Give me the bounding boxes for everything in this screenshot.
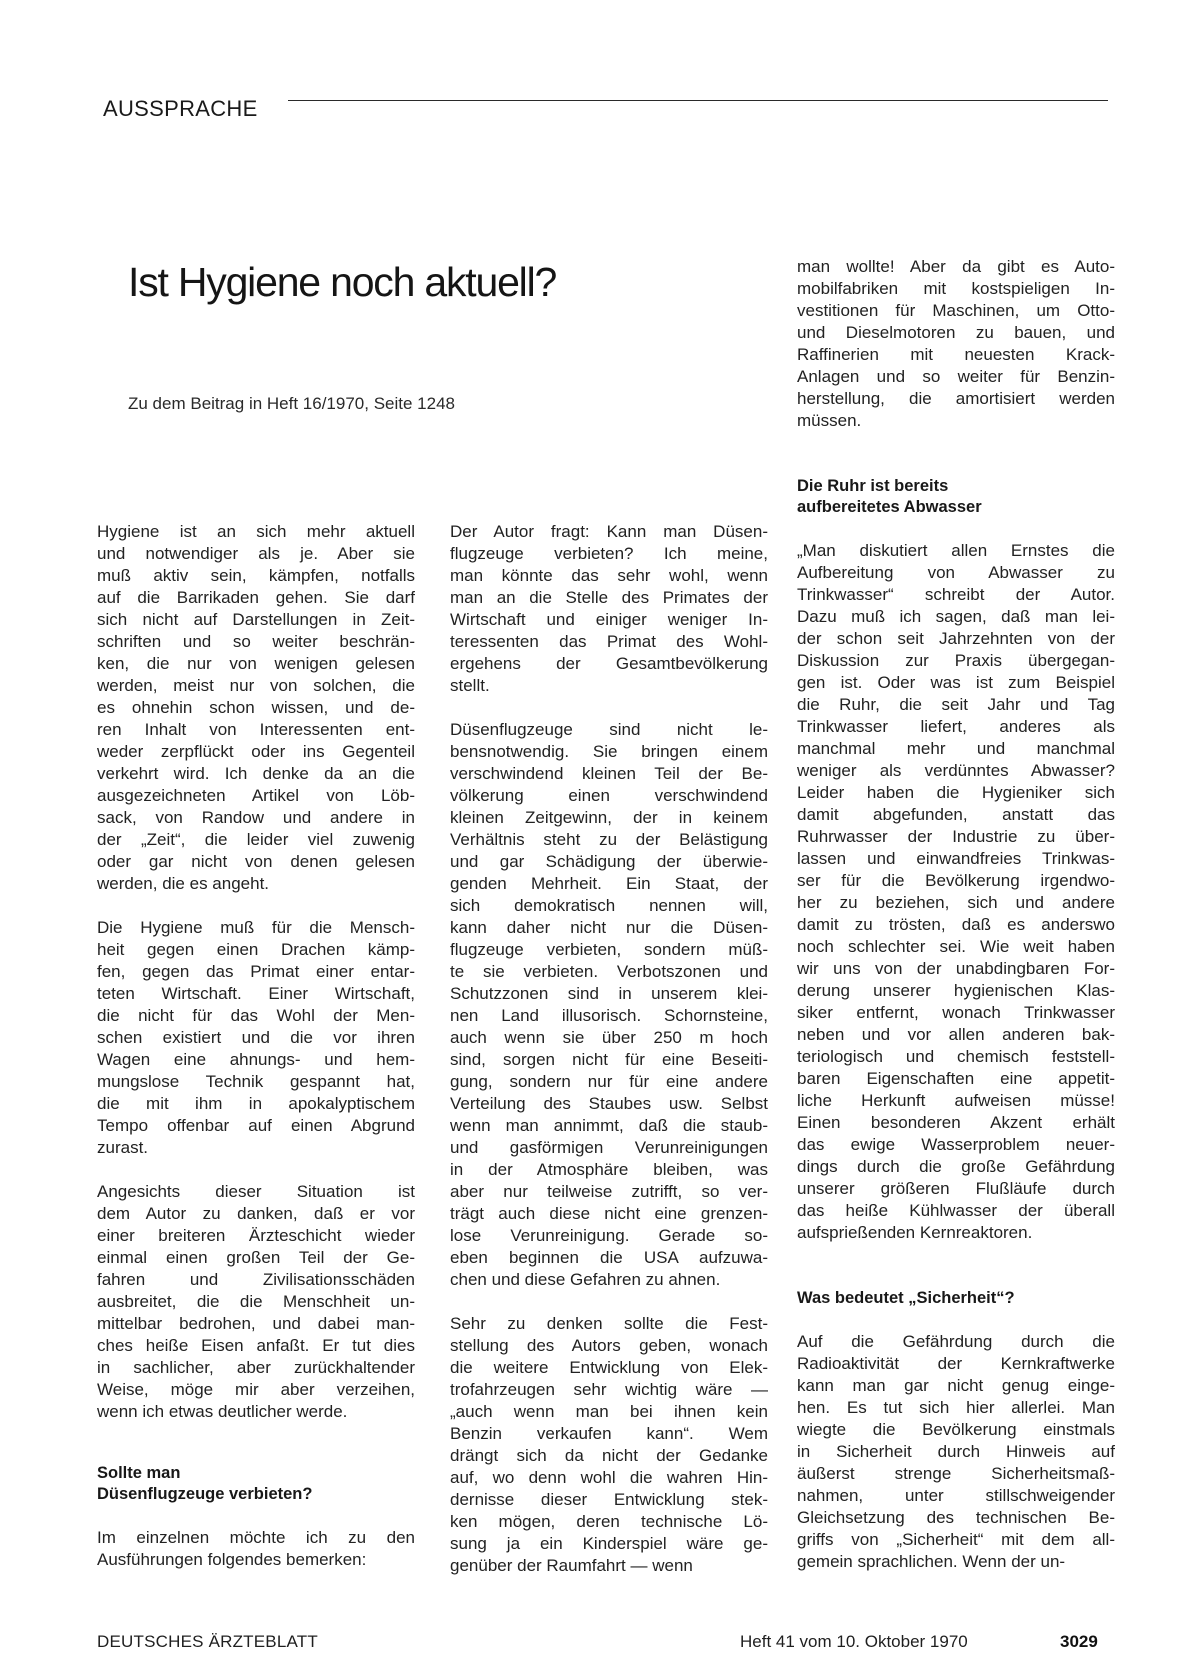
text-line: zurast. <box>97 1138 149 1157</box>
subheading-line: Düsenflugzeuge verbieten? <box>97 1485 313 1503</box>
text-line: Wirtschaft und einiger weniger In- <box>450 610 768 629</box>
text-line: man könnte das sehr wohl, wenn <box>450 566 768 585</box>
text-line: liche Herkunft aufweisen müsse! <box>797 1091 1115 1110</box>
text-line: schen existiert und die vor ihren <box>97 1028 415 1047</box>
text-line: Verhältnis steht zu der Belästigung <box>450 830 768 849</box>
text-line: muß aktiv sein, kämpfen, notfalls <box>97 566 415 585</box>
text-line: die mit ihm in apokalyptischem <box>97 1094 415 1113</box>
text-line: die Ruhr, die seit Jahr und Tag <box>797 695 1115 714</box>
text-line: wiegte die Bevölkerung einstmals <box>797 1420 1115 1439</box>
text-line: Diskussion zur Praxis übergegan- <box>797 651 1115 670</box>
text-line: dem Autor zu danken, daß er vor <box>97 1204 415 1223</box>
text-line: und gar Schädigung der überwie- <box>450 852 768 871</box>
text-line: Ausführungen folgendes bemerken: <box>97 1550 367 1569</box>
text-line: trofahrzeugen sehr wichtig wäre — <box>450 1380 768 1399</box>
text-line: kleinen Zeitgewinn, der in keinem <box>450 808 768 827</box>
text-line: Verteilung des Staubes usw. Selbst <box>450 1094 768 1113</box>
text-line: dings durch die große Gefährdung <box>797 1157 1115 1176</box>
text-line: und notwendiger als je. Aber sie <box>97 544 415 563</box>
text-line: in der Atmosphäre bleiben, was <box>450 1160 768 1179</box>
text-line: gemein sprachlichen. Wenn der un- <box>797 1552 1066 1571</box>
text-line: stellung des Autors geben, wonach <box>450 1336 768 1355</box>
text-line: Gleichsetzung des technischen Be- <box>797 1508 1115 1527</box>
text-line: damit abgefunden, anstatt das <box>797 805 1115 824</box>
text-line: völkerung einen verschwindend <box>450 786 768 805</box>
text-line: ausgezeichneten Artikel von Löb- <box>97 786 415 805</box>
text-line: unserer größeren Flußläufe durch <box>797 1179 1115 1198</box>
text-line: sich demokratisch nennen will, <box>450 896 768 915</box>
text-line: manchmal mehr und manchmal <box>797 739 1115 758</box>
text-line: bensnotwendig. Sie bringen einem <box>450 742 768 761</box>
text-line: wenn ich etwas deutlicher werde. <box>97 1402 348 1421</box>
column-3 <box>797 476 1115 1595</box>
text-line: teriologisch und chemisch feststell- <box>797 1047 1115 1066</box>
text-line: stellt. <box>450 676 490 695</box>
text-line: ren Inhalt von Interessenten ent- <box>97 720 415 739</box>
text-line: heit gegen einen Drachen kämp- <box>97 940 415 959</box>
text-line: weder zerpflückt oder ins Gegenteil <box>97 742 415 761</box>
text-line: baren Eigenschaften eine appetit- <box>797 1069 1115 1088</box>
paragraph <box>797 540 1115 1244</box>
text-line: Ruhrwasser der Industrie zu über- <box>797 827 1115 846</box>
text-line: Weise, möge mir aber verzeihen, <box>97 1380 415 1399</box>
text-line: auf, wo denn wohl die wahren Hin- <box>450 1468 768 1487</box>
article-title: Ist Hygiene noch aktuell? <box>128 259 557 305</box>
column-2 <box>450 521 768 1599</box>
text-line: chen und diese Gefahren zu ahnen. <box>450 1270 721 1289</box>
text-line: noch schlechter sei. Wie weit haben <box>797 937 1115 956</box>
text-line: müssen. <box>797 411 862 430</box>
text-line: sind, sorgen nicht für eine Beseiti- <box>450 1050 768 1069</box>
text-line: wir uns von der unabdingbaren For- <box>797 959 1115 978</box>
text-line: gung, sondern nur für eine andere <box>450 1072 768 1091</box>
section-rule <box>288 100 1108 101</box>
column-3-continuation <box>797 256 1115 454</box>
footer-issue: Heft 41 vom 10. Oktober 1970 <box>740 1632 968 1651</box>
text-line: Tempo offenbar auf einen Abgrund <box>97 1116 415 1135</box>
text-line: wenn man annimmt, daß die staub- <box>450 1116 768 1135</box>
text-line: te sie verbieten. Verbotszonen und <box>450 962 768 981</box>
text-line: neben und vor allen anderen bak- <box>797 1025 1115 1044</box>
text-line: flugzeuge verbieten? Ich meine, <box>450 544 768 563</box>
text-line: einmal einen großen Teil der Ge- <box>97 1248 415 1267</box>
text-line: teressenten das Primat des Wohl- <box>450 632 768 651</box>
text-line: Düsenflugzeuge sind nicht le- <box>450 720 768 739</box>
text-line: damit zu trösten, daß es anderswo <box>797 915 1115 934</box>
subheading-line: Die Ruhr ist bereits <box>797 477 949 495</box>
text-line: siker entfernt, wonach Trinkwasser <box>797 1003 1115 1022</box>
text-line: werden, meist nur von solchen, die <box>97 676 415 695</box>
text-line: Aufbereitung von Abwasser zu <box>797 563 1115 582</box>
text-line: derung unserer hygienischen Klas- <box>797 981 1115 1000</box>
text-line: Sehr zu denken sollte die Fest- <box>450 1314 768 1333</box>
text-line: „auch wenn man bei ihnen kein <box>450 1402 768 1421</box>
paragraph <box>797 1331 1115 1573</box>
text-line: der „Zeit“, die leider viel zuwenig <box>97 830 415 849</box>
text-line: herstellung, die amortisiert werden <box>797 389 1115 408</box>
text-line: nahmen, unter stillschweigender <box>797 1486 1115 1505</box>
text-line: die weitere Entwicklung von Elek- <box>450 1358 768 1377</box>
paragraph <box>450 719 768 1291</box>
text-line: teten Wirtschaft. Einer Wirtschaft, <box>97 984 415 1003</box>
text-line: ches heiße Eisen anfaßt. Er tut dies <box>97 1336 415 1355</box>
text-line: und gasförmigen Verunreinigungen <box>450 1138 768 1157</box>
article-subtitle: Zu dem Beitrag in Heft 16/1970, Seite 1248 <box>128 394 455 413</box>
subheading-line: aufbereitetes Abwasser <box>797 498 982 516</box>
text-line: werden, die es angeht. <box>97 874 270 893</box>
text-line: auf die Barrikaden gehen. Sie darf <box>97 588 415 607</box>
paragraph <box>450 1313 768 1577</box>
text-line: Dazu muß ich sagen, daß man lei- <box>797 607 1115 626</box>
text-line: Die Hygiene muß für die Mensch- <box>97 918 415 937</box>
text-line: man an die Stelle des Primates der <box>450 588 768 607</box>
section-label: AUSSPRACHE <box>103 96 258 121</box>
text-line: trägt auch diese nicht eine grenzen- <box>450 1204 768 1223</box>
text-line: ser für die Bevölkerung irgendwo- <box>797 871 1115 890</box>
text-line: Einen besonderen Akzent erhält <box>797 1113 1115 1132</box>
text-line: griffs von „Sicherheit“ mit dem all- <box>797 1530 1115 1549</box>
text-line: ergehens der Gesamtbevölkerung <box>450 654 768 673</box>
text-line: drängt sich da nicht der Gedanke <box>450 1446 768 1465</box>
text-line: vestitionen für Maschinen, um Otto- <box>797 301 1115 320</box>
paragraph <box>97 1527 415 1571</box>
text-line: aber nur teilweise zutrifft, so ver- <box>450 1182 768 1201</box>
text-line: mobilfabriken mit kostspieligen In- <box>797 279 1115 298</box>
text-line: Raffinerien mit neuesten Krack- <box>797 345 1115 364</box>
paragraph <box>97 917 415 1159</box>
subheading-line: Was bedeutet „Sicherheit“? <box>797 1289 1015 1307</box>
text-line: Trinkwasser liefert, anderes als <box>797 717 1115 736</box>
paragraph <box>97 521 415 895</box>
text-line: das heiße Kühlwasser der überall <box>797 1201 1115 1220</box>
text-line: ken, die nur von wenigen gelesen <box>97 654 415 673</box>
text-line: Radioaktivität der Kernkraftwerke <box>797 1354 1115 1373</box>
text-line: man wollte! Aber da gibt es Auto- <box>797 257 1115 276</box>
text-line: Trinkwasser“ schreibt der Autor. <box>797 585 1115 604</box>
text-line: es ohnehin schon wissen, und de- <box>97 698 415 717</box>
text-line: in sachlicher, aber zurückhaltender <box>97 1358 415 1377</box>
text-line: lassen und einwandfreies Trinkwas- <box>797 849 1115 868</box>
text-line: das ewige Wasserproblem neuer- <box>797 1135 1115 1154</box>
text-line: und Dieselmotoren zu bauen, und <box>797 323 1115 342</box>
text-line: eben beginnen die USA aufzuwa- <box>450 1248 768 1267</box>
text-line: weniger als verdünntes Abwasser? <box>797 761 1115 780</box>
text-line: „Man diskutiert allen Ernstes die <box>797 541 1115 560</box>
text-line: fahren und Zivilisationsschäden <box>97 1270 415 1289</box>
text-line: genden Mehrheit. Ein Staat, der <box>450 874 768 893</box>
text-line: sack, von Randow und andere in <box>97 808 415 827</box>
text-line: aufsprießenden Kernreaktoren. <box>797 1223 1033 1242</box>
footer-journal: DEUTSCHES ÄRZTEBLATT <box>97 1632 318 1651</box>
text-line: äußerst strenge Sicherheitsmaß- <box>797 1464 1115 1483</box>
text-line: Auf die Gefährdung durch die <box>797 1332 1115 1351</box>
text-line: hen. Es tut sich hier allerlei. Man <box>797 1398 1115 1417</box>
text-line: kann daher nicht nur die Düsen- <box>450 918 768 937</box>
text-line: in Sicherheit durch Hinweis auf <box>797 1442 1115 1461</box>
page-number: 3029 <box>1060 1632 1098 1651</box>
column-1 <box>97 521 415 1593</box>
text-line: einer breiteren Ärzteschicht wieder <box>97 1226 415 1245</box>
text-line: mittelbar bedrohen, und dabei man- <box>97 1314 415 1333</box>
paragraph <box>97 1181 415 1423</box>
text-line: sung ja ein Kinderspiel wäre ge- <box>450 1534 768 1553</box>
text-line: sich nicht auf Darstellungen in Zeit- <box>97 610 415 629</box>
text-line: Schutzzonen sind in unserem klei- <box>450 984 768 1003</box>
text-line: ken mögen, deren technische Lö- <box>450 1512 768 1531</box>
text-line: Leider haben die Hygieniker sich <box>797 783 1115 802</box>
text-line: her zu beziehen, sich und andere <box>797 893 1115 912</box>
text-line: Im einzelnen möchte ich zu den <box>97 1528 415 1547</box>
text-line: Benzin verkaufen kann“. Wem <box>450 1424 768 1443</box>
text-line: ausbreitet, die die Menschheit un- <box>97 1292 415 1311</box>
text-line: Der Autor fragt: Kann man Düsen- <box>450 522 768 541</box>
text-line: dernisse dieser Entwicklung stek- <box>450 1490 768 1509</box>
text-line: kann man gar nicht genug einge- <box>797 1376 1115 1395</box>
text-line: verkehrt wird. Ich denke da an die <box>97 764 415 783</box>
text-line: fen, gegen das Primat einer entar- <box>97 962 415 981</box>
subheading <box>797 476 1115 518</box>
text-line: Angesichts dieser Situation ist <box>97 1182 415 1201</box>
text-line: Anlagen und so weiter für Benzin- <box>797 367 1115 386</box>
text-line: gen ist. Oder was ist zum Beispiel <box>797 673 1115 692</box>
subheading <box>797 1288 1115 1309</box>
paragraph <box>797 256 1115 432</box>
text-line: lose Verunreinigung. Gerade so- <box>450 1226 768 1245</box>
text-line: Hygiene ist an sich mehr aktuell <box>97 522 415 541</box>
text-line: die nicht für das Wohl der Men- <box>97 1006 415 1025</box>
subheading <box>97 1463 415 1505</box>
text-line: auch wenn sie über 250 m hoch <box>450 1028 768 1047</box>
paragraph <box>450 521 768 697</box>
text-line: schriften und so weiter beschrän- <box>97 632 415 651</box>
text-line: Wagen eine ahnungs- und hem- <box>97 1050 415 1069</box>
text-line: der schon seit Jahrzehnten von der <box>797 629 1115 648</box>
text-line: nen Land illusorisch. Schornsteine, <box>450 1006 768 1025</box>
text-line: genüber der Raumfahrt — wenn <box>450 1556 693 1575</box>
subheading-line: Sollte man <box>97 1464 181 1482</box>
text-line: flugzeuge verbieten, sondern müß- <box>450 940 768 959</box>
text-line: oder gar nicht von denen gelesen <box>97 852 415 871</box>
text-line: mungslose Technik gespannt hat, <box>97 1072 415 1091</box>
text-line: verschwindend kleinen Teil der Be- <box>450 764 768 783</box>
